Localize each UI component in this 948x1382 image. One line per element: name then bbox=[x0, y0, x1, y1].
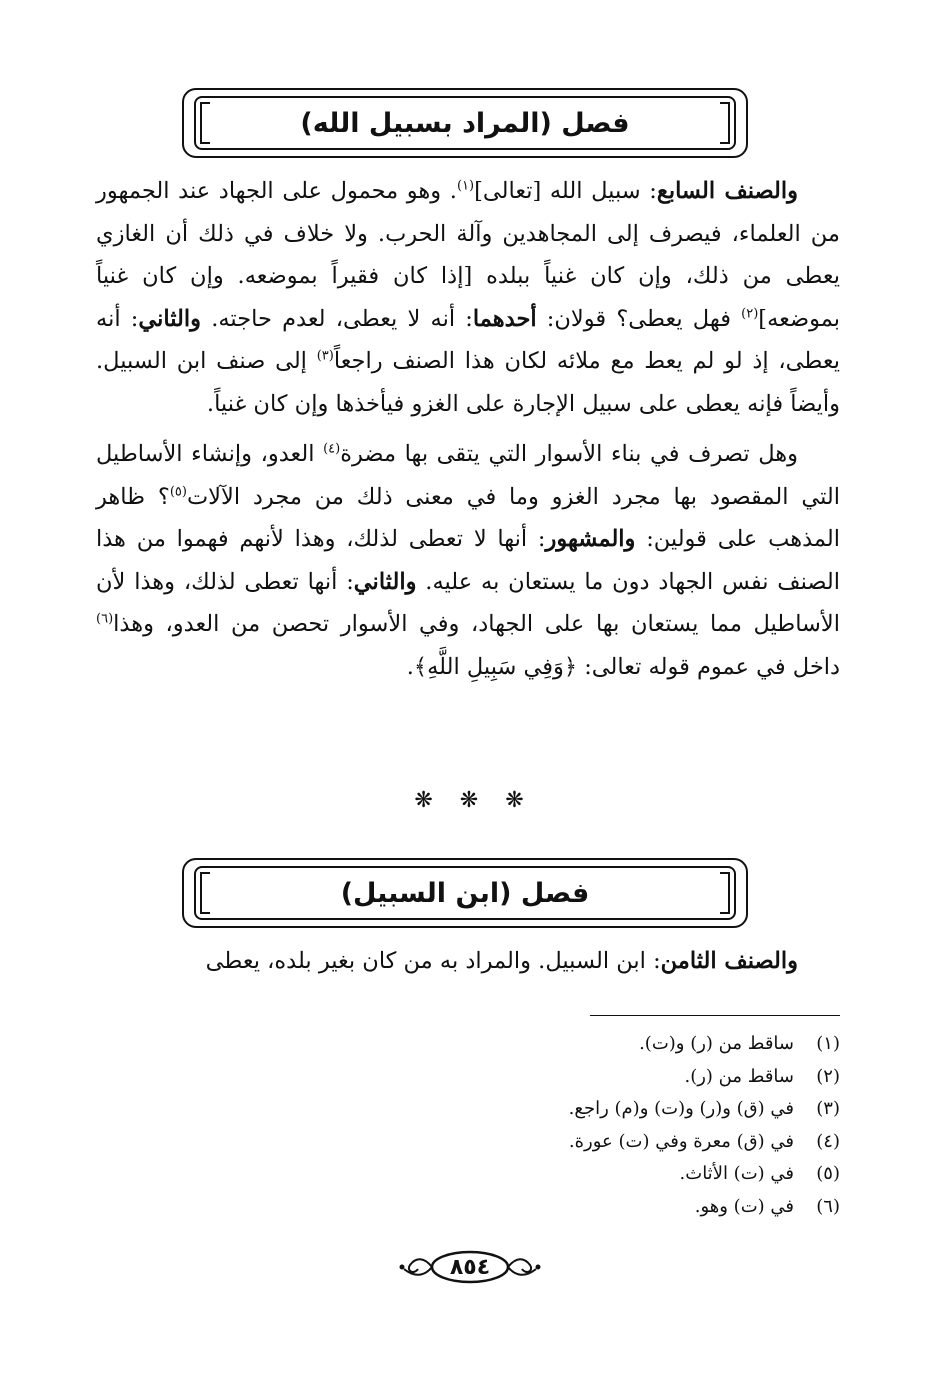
bold-term: والصنف الثامن bbox=[660, 948, 798, 974]
section-heading: فصل (المراد بسبيل الله) bbox=[300, 107, 630, 139]
footnote: (٥)في (ت) الأثاث. bbox=[679, 1163, 840, 1184]
section-separator: ❋ ❋ ❋ bbox=[414, 788, 534, 813]
page-number-ornament bbox=[396, 1247, 544, 1287]
footnote-ref: (٣) bbox=[316, 348, 334, 364]
footnote: (٢)ساقط من (ر). bbox=[684, 1065, 840, 1087]
bold-term: والصنف السابع bbox=[656, 178, 799, 204]
bold-term: والمشهور bbox=[545, 526, 636, 552]
page-number: ٨٥٤ bbox=[449, 1254, 491, 1280]
paragraph: وهل تصرف في بناء الأسوار التي يتقى بها مضرة$^{(٤)}$ العدو، وإنشاء الأساطيل التي المقصود بها مجرد الغزو وما في معنى ذلك من مجرد الآلات$^{(٥)}$؟ ظاهر المذهب على قولين: والمشهور: أنها لا تعطى لذلك، وهذا لأنهم فهموا من هذا الصنف نفس الجهاد دون ما يستعان به عليه. والثاني: أنها تعطى لذلك، وهذا لأن الأساطيل مما يستعان بها على الجهاد، وفي الأسوار تحصن من العدو، وهذا$^{(٦)}$ داخل في عموم قوله تعالى: ﴿وَفِي سَبِيلِ اللَّهِ﴾. bbox=[96, 441, 841, 680]
footnotes bbox=[430, 1028, 840, 1223]
footnote-ref: (٥) bbox=[169, 484, 187, 499]
footnote: (٤)في (ق) معرة وفي (ت) عورة. bbox=[568, 1130, 840, 1152]
bold-term: والثاني bbox=[138, 305, 201, 332]
bold-term: والثاني bbox=[353, 568, 417, 595]
footnote: (٣)في (ق) و(ر) و(ت) و(م) راجع. bbox=[568, 1098, 840, 1119]
footnote: (٦)في (ت) وهو. bbox=[694, 1195, 840, 1217]
quran-verse: ﴿وَفِي سَبِيلِ اللَّهِ﴾ bbox=[413, 653, 578, 680]
section-heading-frame bbox=[182, 858, 748, 928]
section-heading: فصل (ابن السبيل) bbox=[340, 877, 590, 909]
paragraph: والصنف الثامن: ابن السبيل. والمراد به من كان بغير بلده، يعطى bbox=[205, 948, 798, 974]
bold-term: أحدهما bbox=[472, 305, 537, 332]
footnote-ref: (٤) bbox=[323, 441, 341, 457]
paragraph: والصنف السابع: سبيل الله [تعالى]$^{(١)}$. وهو محمول على الجهاد عند الجمهور من العلماء، فيصرف إلى المجاهدين وآلة الحرب. ولا خلاف في ذلك أن الغازي يعطى من ذلك، وإن كان غنياً ببلده [إذا كان فقيراً بموضعه. وإن كان غنياً بموضعه]$^{(٢)}$ فهل يعطى؟ قولان: أحدهما: أنه لا يعطى، لعدم حاجته. والثاني: أنه يعطى، إذ لو لم يعط مع ملائه لكان هذا الصنف راجعاً$^{(٣)}$ إلى صنف ابن السبيل. وأيضاً فإنه يعطى على سبيل الإجارة على الغزو فيأخذها وإن كان غنياً. bbox=[96, 178, 840, 417]
section-heading-frame bbox=[182, 88, 748, 158]
footnote-ref: (٦) bbox=[96, 611, 114, 627]
body-text bbox=[96, 940, 840, 983]
footnote-ref: (١) bbox=[456, 178, 475, 194]
body-text bbox=[96, 170, 840, 688]
footnote: (١)ساقط من (ر) و(ت). bbox=[639, 1033, 840, 1054]
footnote-divider bbox=[590, 1015, 840, 1016]
footnote-ref: (٢) bbox=[741, 306, 759, 321]
